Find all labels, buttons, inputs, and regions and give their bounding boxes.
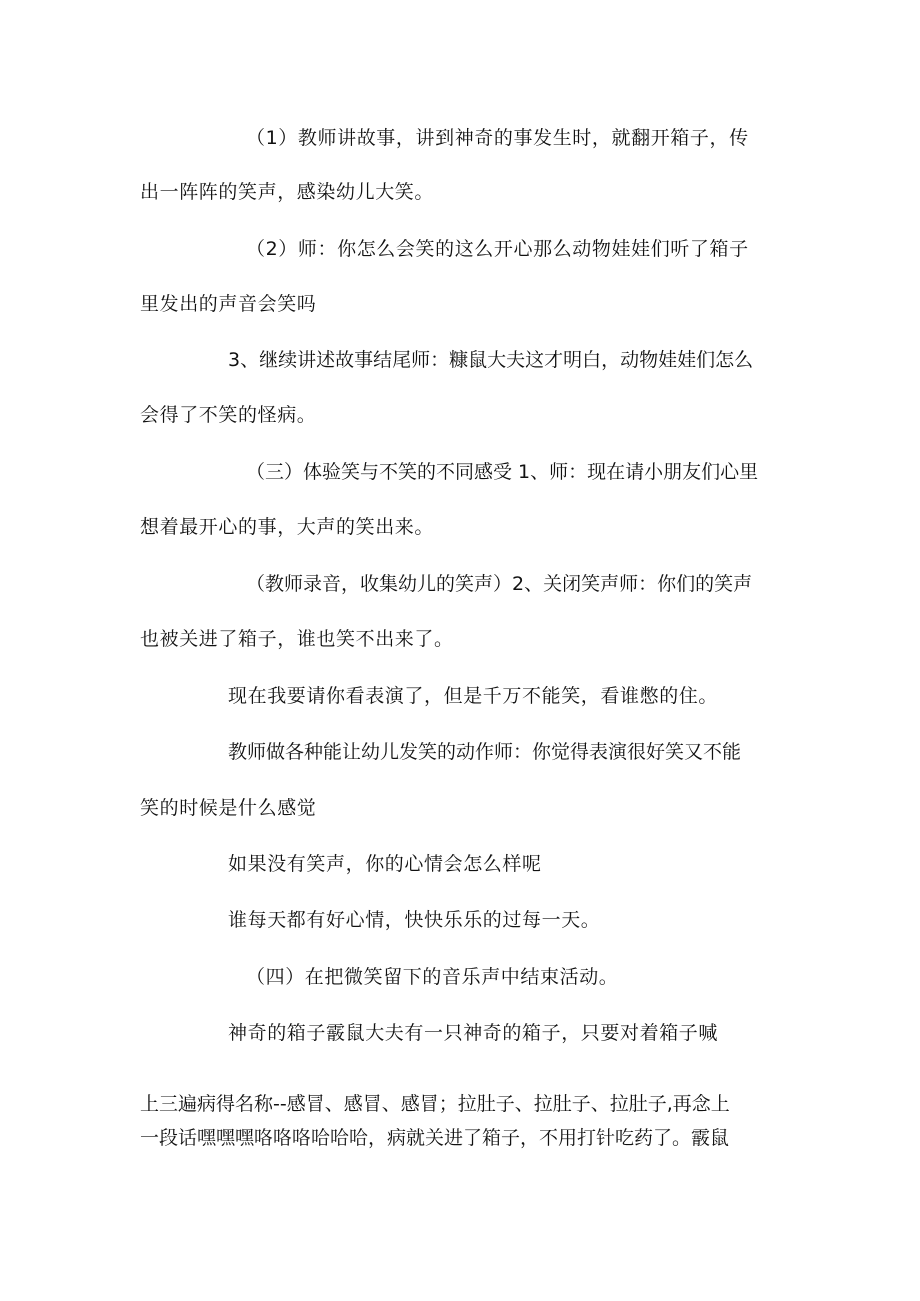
paragraph-line: 谁每天都有好心情，快快乐乐的过每一天。 [228,909,601,931]
paragraph-line: （2）师：你怎么会笑的这么开心那么动物娃娃们听了箱子 [246,238,749,260]
paragraph-line: 教师做各种能让幼儿发笑的动作师：你觉得表演很好笑又不能 [228,741,742,763]
paragraph-line: （四）在把微笑留下的音乐声中结束活动。 [246,966,619,988]
paragraph-line: 一段话嘿嘿嘿咯咯咯哈哈哈，病就关进了箱子，不用打针吃药了。霰鼠 [140,1127,730,1149]
paragraph-line: （三）体验笑与不笑的不同感受 1、师：现在请小朋友们心里 [246,461,759,483]
paragraph-line: 里发出的声音会笑吗 [140,293,317,315]
paragraph-line: 会得了不笑的怪病。 [140,404,317,426]
paragraph-line: （1）教师讲故事，讲到神奇的事发生时，就翻开箱子，传 [246,127,749,149]
paragraph-line: 上三遍病得名称--感冒、感冒、感冒；拉肚子、拉肚子、拉肚子,再念上 [140,1093,730,1115]
paragraph-line: （教师录音，收集幼儿的笑声）2、关闭笑声师：你们的笑声 [246,573,753,595]
paragraph-line: 出一阵阵的笑声，感染幼儿大笑。 [140,181,435,203]
paragraph-line: 神奇的箱子霰鼠大夫有一只神奇的箱子，只要对着箱子喊 [228,1022,719,1044]
paragraph-line: 如果没有笑声，你的心情会怎么样呢 [228,853,542,875]
paragraph-line: 现在我要请你看表演了，但是千万不能笑，看谁憋的住。 [228,685,719,707]
paragraph-line: 笑的时候是什么感觉 [140,797,317,819]
paragraph-line: 3、继续讲述故事结尾师：糠鼠大夫这才明白，动物娃娃们怎么 [228,349,754,371]
paragraph-line: 想着最开心的事，大声的笑出来。 [140,516,435,538]
paragraph-line: 也被关进了箱子，谁也笑不出来了。 [140,628,454,650]
